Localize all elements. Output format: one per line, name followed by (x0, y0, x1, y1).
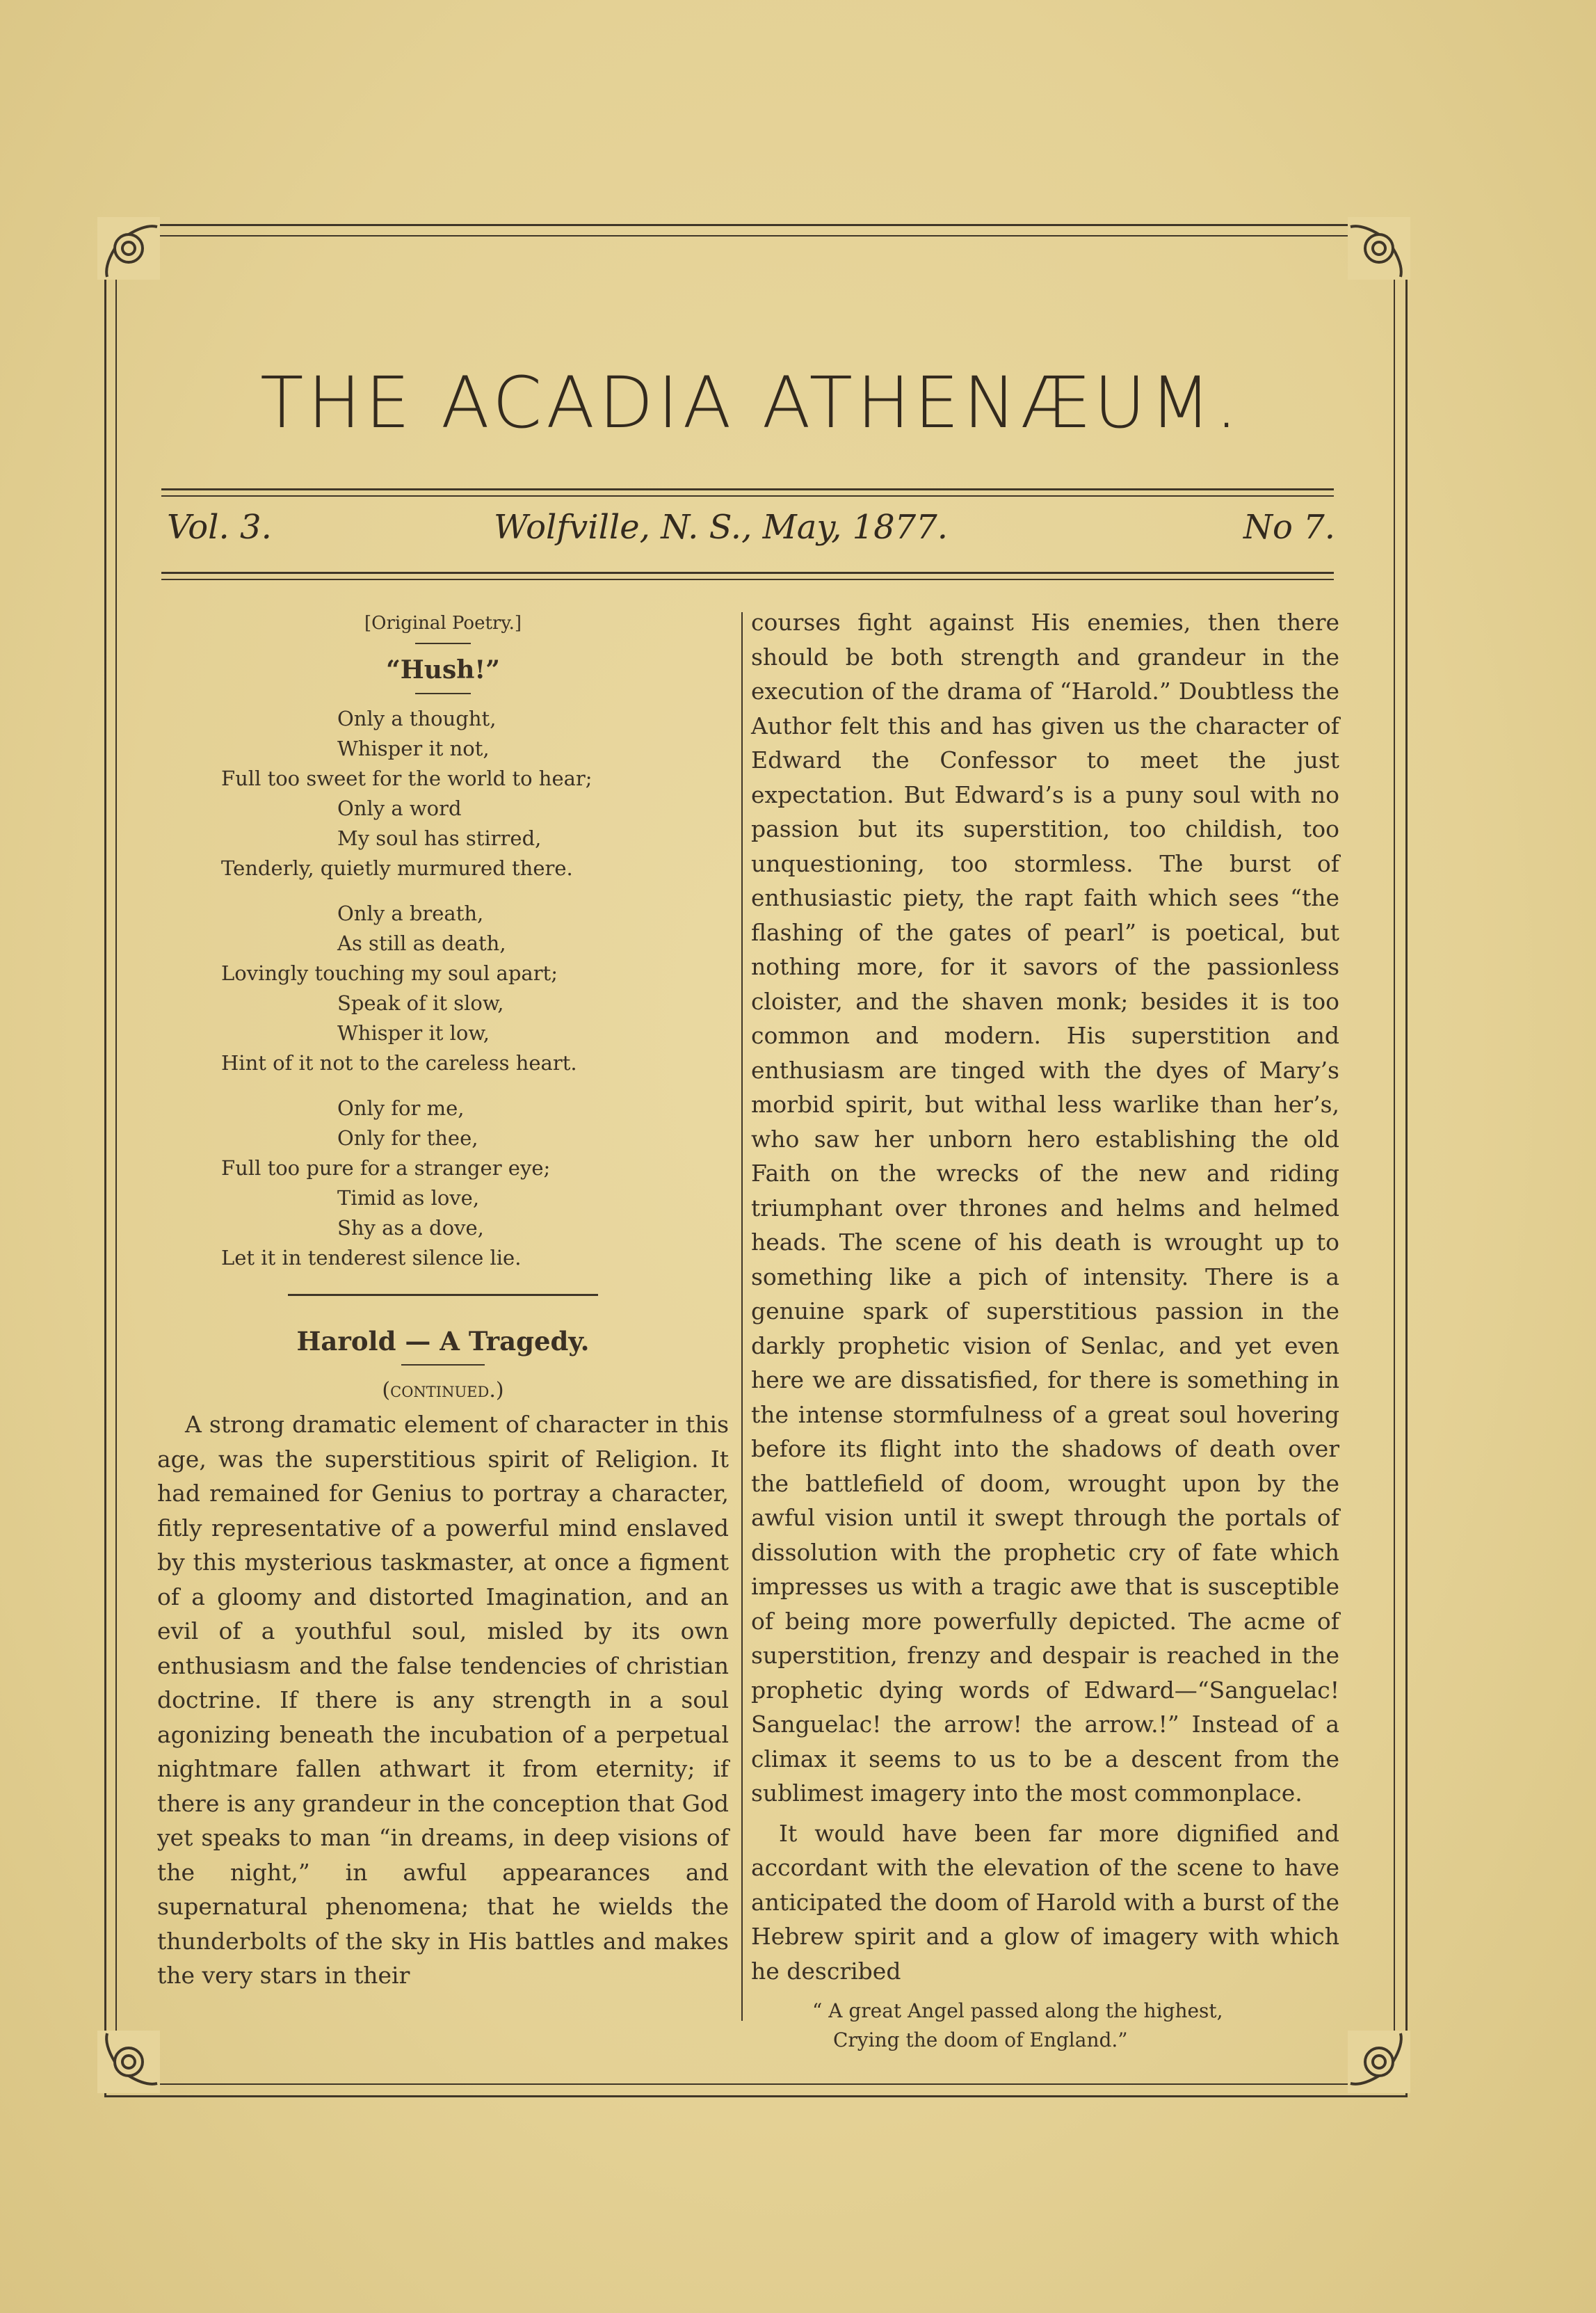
corner-ornament-icon (1348, 2031, 1410, 2093)
poem-stanza (221, 1094, 729, 1273)
right-column (751, 605, 1339, 2055)
poem-line: Only for me, (337, 1096, 465, 1120)
poem-line: Shy as a dove, (337, 1216, 484, 1240)
poem-line: Hint of it not to the careless heart. (221, 1051, 577, 1075)
poem-title: “Hush!” (386, 655, 500, 685)
block-quote (812, 1996, 1339, 2055)
poem-line: Whisper it low, (337, 1021, 490, 1045)
poem-line: Only a thought, (337, 707, 497, 730)
quote-line: Crying the doom of England.” (833, 2028, 1128, 2051)
poem-line: Full too sweet for the world to hear; (221, 767, 593, 790)
poem-line: Speak of it slow, (337, 991, 504, 1015)
section-rule (288, 1294, 598, 1296)
corner-ornament-icon (1348, 217, 1410, 280)
masthead-rule (161, 488, 1334, 490)
corner-ornament-icon (97, 217, 160, 280)
poem-line: Whisper it not, (337, 737, 490, 760)
issue-rule (161, 572, 1334, 574)
article-paragraph: It would have been far more dignified and accordant with the elevation of the scene to have anticipated the doom of Harold with a burst of the Hebrew spirit and a glow of imagery with which he described (751, 1819, 1339, 1985)
poem-line: My soul has stirred, (337, 826, 542, 850)
short-rule (415, 693, 471, 694)
left-column (157, 605, 729, 1993)
poem-stanza (221, 704, 729, 883)
poem-line: Tenderly, quietly murmured there. (221, 856, 573, 880)
masthead-title: THE ACADIA ATHENÆUM. (260, 362, 1242, 445)
place-date-label: Wolfville, N. S., May, 1877. (494, 508, 949, 547)
poetry-tag: [Original Poetry.] (364, 613, 522, 634)
issue-rule (161, 579, 1334, 580)
volume-label: Vol. 3. (167, 508, 272, 547)
poem-stanza (221, 899, 729, 1078)
article-paragraph: A strong dramatic element of character in this age, was the superstitious spirit of Religion. It had remained for Genius to portray a character, fitly representative of a powerful mind enslaved by this mysterious taskmaster, at once a figment of a gloomy and distorted Imagination, and an evil of a youthful soul, misled by its own enthusiasm and the false tendencies of christian doctrine. If there is any strength in a soul agonizing beneath the incubation of a perpetual nightmare fallen athwart it from eternity; if there is any grandeur in the conception that God yet speaks to man “in dreams, in deep visions of the night,” in awful appearances and supernatural phenomena; that he wields the thunderbolts of the sky in His battles and makes the very stars in their (157, 1411, 729, 1989)
masthead-rule (161, 495, 1334, 497)
poem-line: Only a breath, (337, 902, 484, 925)
column-divider (741, 612, 743, 2021)
article-paragraph: courses fight against His enemies, then there should be both strength and grandeur in the execution of the drama of “Harold.” Doubtless the Author felt this and has given us the character of Edward the Confessor to meet the just expectation. But Edward’s is a puny soul with no passion but its superstition, too childish, too unquestioning, too stormless. The burst of enthusiastic piety, the rapt faith which sees “the flashing of the gates of pearl” is poetical, but nothing more, for it savors of the passionless cloister, and the shaven monk; besides it is too common and modern. His superstition and enthusiasm are tinged with the dyes of Mary’s morbid spirit, but withal less warlike than her’s, who saw her unborn hero establishing the old Faith on the wrecks of the new and riding triumphant over thrones and helms and helmed heads. The scene of his death is wrought up to something like a pich of intensity. There is a genuine spark of superstitious passion in the darkly prophetic vision of Senlac, and yet even here we are dissatisfied, for there is something in the intense stormfulness of a great soul hovering before its flight into the shadows of death over the battlefield of doom, wrought upon by the awful vision until it swept through the portals of dissolution with the prophetic cry of fate which impresses us with a tragic awe that is susceptible of being more powerfully depicted. The acme of superstition, frenzy and despair is reached in the prophetic dying words of Edward—“Sanguelac! Sanguelac! the arrow! the arrow.!” Instead of a climax it seems to us to be a descent from the sublimest imagery into the most commonplace. (751, 609, 1339, 1807)
quote-line: “ A great Angel passed along the highest, (812, 1999, 1223, 2022)
issue-line (167, 501, 1335, 563)
poem-line: Let it in tenderest silence lie. (221, 1246, 522, 1270)
poem-line: Full too pure for a stranger eye; (221, 1156, 551, 1180)
poem-line: Timid as love, (337, 1186, 480, 1210)
continued-label: (continued.) (382, 1378, 504, 1402)
poem-line: As still as death, (337, 931, 506, 955)
issue-number-label: No 7. (1243, 508, 1335, 547)
article-title: Harold — A Tragedy. (296, 1326, 590, 1356)
short-rule (401, 1364, 485, 1366)
short-rule (415, 643, 471, 644)
poem-line: Only a word (337, 797, 462, 820)
poem-line: Lovingly touching my soul apart; (221, 961, 558, 985)
poem-line: Only for thee, (337, 1126, 478, 1150)
corner-ornament-icon (97, 2031, 160, 2093)
